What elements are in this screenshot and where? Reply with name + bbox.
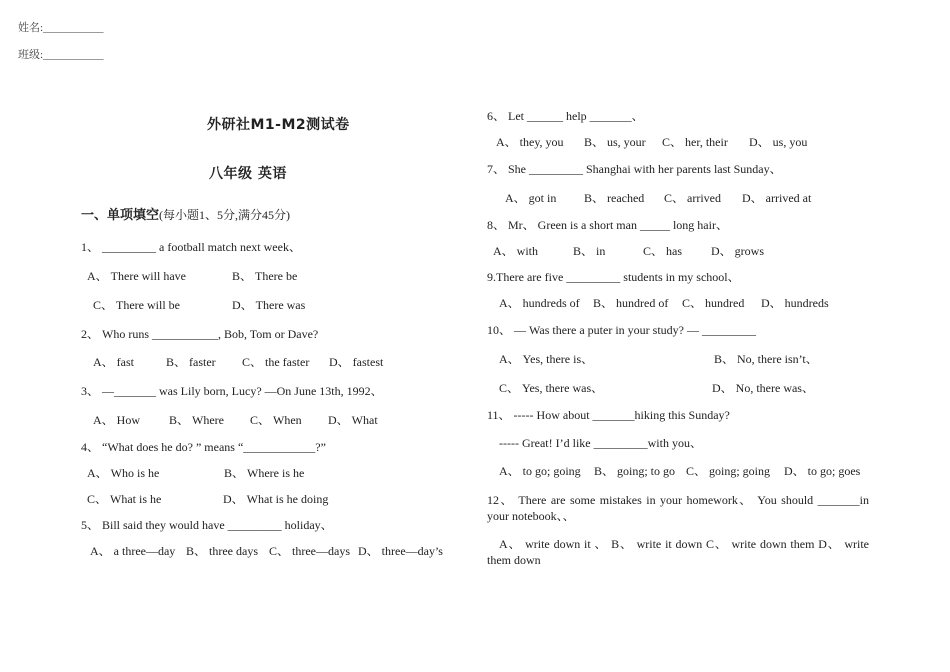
question-4: 4、 “What does he do? ” means “____________?” — [81, 440, 326, 454]
name-field-label: 姓名:___________ — [18, 22, 104, 34]
q6-option-a: A、 they, you — [496, 135, 564, 149]
q4-option-c: C、 What is he — [87, 492, 162, 506]
q7-option-a: A、 got in — [505, 191, 557, 205]
q3-option-c: C、 When — [250, 413, 302, 427]
q10-option-c: C、 Yes, there was、 — [499, 381, 604, 395]
q8-option-a: A、 with — [493, 244, 539, 258]
q10-option-d: D、 No, there was、 — [712, 381, 814, 395]
q9-option-c: C、 hundred — [682, 296, 745, 310]
q11-option-d: D、 to go; goes — [784, 464, 861, 478]
q5-option-d: D、 three—day’s — [358, 544, 443, 558]
class-field-label: 班级:___________ — [18, 49, 104, 61]
section-heading-title: 一、单项填空 — [81, 208, 160, 223]
q7-option-b: B、 reached — [584, 191, 645, 205]
section-heading — [81, 208, 290, 223]
q6-option-b: B、 us, your — [584, 135, 646, 149]
q3-option-b: B、 Where — [169, 413, 224, 427]
q4-option-d: D、 What is he doing — [223, 492, 329, 506]
q4-option-a: A、 Who is he — [87, 466, 160, 480]
q8-option-d: D、 grows — [711, 244, 764, 258]
q8-option-b: B、 in — [573, 244, 606, 258]
question-1: 1、 _________ a football match next week、 — [81, 240, 301, 254]
q10-option-b: B、 No, there isn’t、 — [714, 352, 818, 366]
q5-option-a: A、 a three—day — [90, 544, 176, 558]
q2-option-b: B、 faster — [166, 355, 216, 369]
q3-option-a: A、 How — [93, 413, 140, 427]
q6-option-c: C、 her, their — [662, 135, 728, 149]
q7-option-c: C、 arrived — [664, 191, 721, 205]
q5-option-b: B、 three days — [186, 544, 258, 558]
q9-option-a: A、 hundreds of — [499, 296, 580, 310]
question-2: 2、 Who runs ___________, Bob, Tom or Dave? — [81, 327, 319, 341]
q10-option-a: A、 Yes, there is、 — [499, 352, 594, 366]
q1-option-b: B、 There be — [232, 269, 298, 283]
q11-option-a: A、 to go; going — [499, 464, 581, 478]
question-9: 9.There are five _________ students in my school、 — [487, 270, 740, 284]
q8-option-c: C、 has — [643, 244, 683, 258]
q3-option-d: D、 What — [328, 413, 378, 427]
question-11: 11、 ----- How about _______hiking this Sunday? — [487, 408, 730, 422]
q12-options: A、 write down it 、 B、 write it down C、 write down them D、 write them down — [487, 537, 869, 567]
q5-option-c: C、 three—days — [269, 544, 350, 558]
q4-option-b: B、 Where is he — [224, 466, 305, 480]
question-8: 8、 Mr、 Green is a short man _____ long hair、 — [487, 218, 728, 232]
q9-option-b: B、 hundred of — [593, 296, 669, 310]
question-11-reply: ----- Great! I’d like _________with you、 — [499, 436, 702, 450]
question-10: 10、 — Was there a puter in your study? — _________ — [487, 323, 756, 337]
page-title: 外研社M1-M2测试卷 — [207, 117, 350, 133]
q11-option-c: C、 going; going — [686, 464, 771, 478]
q9-option-d: D、 hundreds — [761, 296, 829, 310]
q7-option-d: D、 arrived at — [742, 191, 812, 205]
question-6: 6、 Let ______ help _______、 — [487, 109, 644, 123]
section-heading-note: (每小题1、5分,满分45分) — [159, 208, 291, 222]
question-3: 3、 —_______ was Lily born, Lucy? —On June 13th, 1992、 — [81, 384, 383, 398]
q1-option-c: C、 There will be — [93, 298, 180, 312]
question-12: 12、 There are some mistakes in your homework、 You should _______in your notebook、、 — [487, 493, 869, 523]
page-subtitle: 八年级 英语 — [209, 166, 287, 182]
q1-option-a: A、 There will have — [87, 269, 186, 283]
q6-option-d: D、 us, you — [749, 135, 808, 149]
q1-option-d: D、 There was — [232, 298, 306, 312]
q2-option-d: D、 fastest — [329, 355, 384, 369]
question-7: 7、 She _________ Shanghai with her parents last Sunday、 — [487, 162, 782, 176]
q11-option-b: B、 going; to go — [594, 464, 676, 478]
q2-option-c: C、 the faster — [242, 355, 310, 369]
q2-option-a: A、 fast — [93, 355, 134, 369]
question-5: 5、 Bill said they would have _________ holiday、 — [81, 518, 333, 532]
